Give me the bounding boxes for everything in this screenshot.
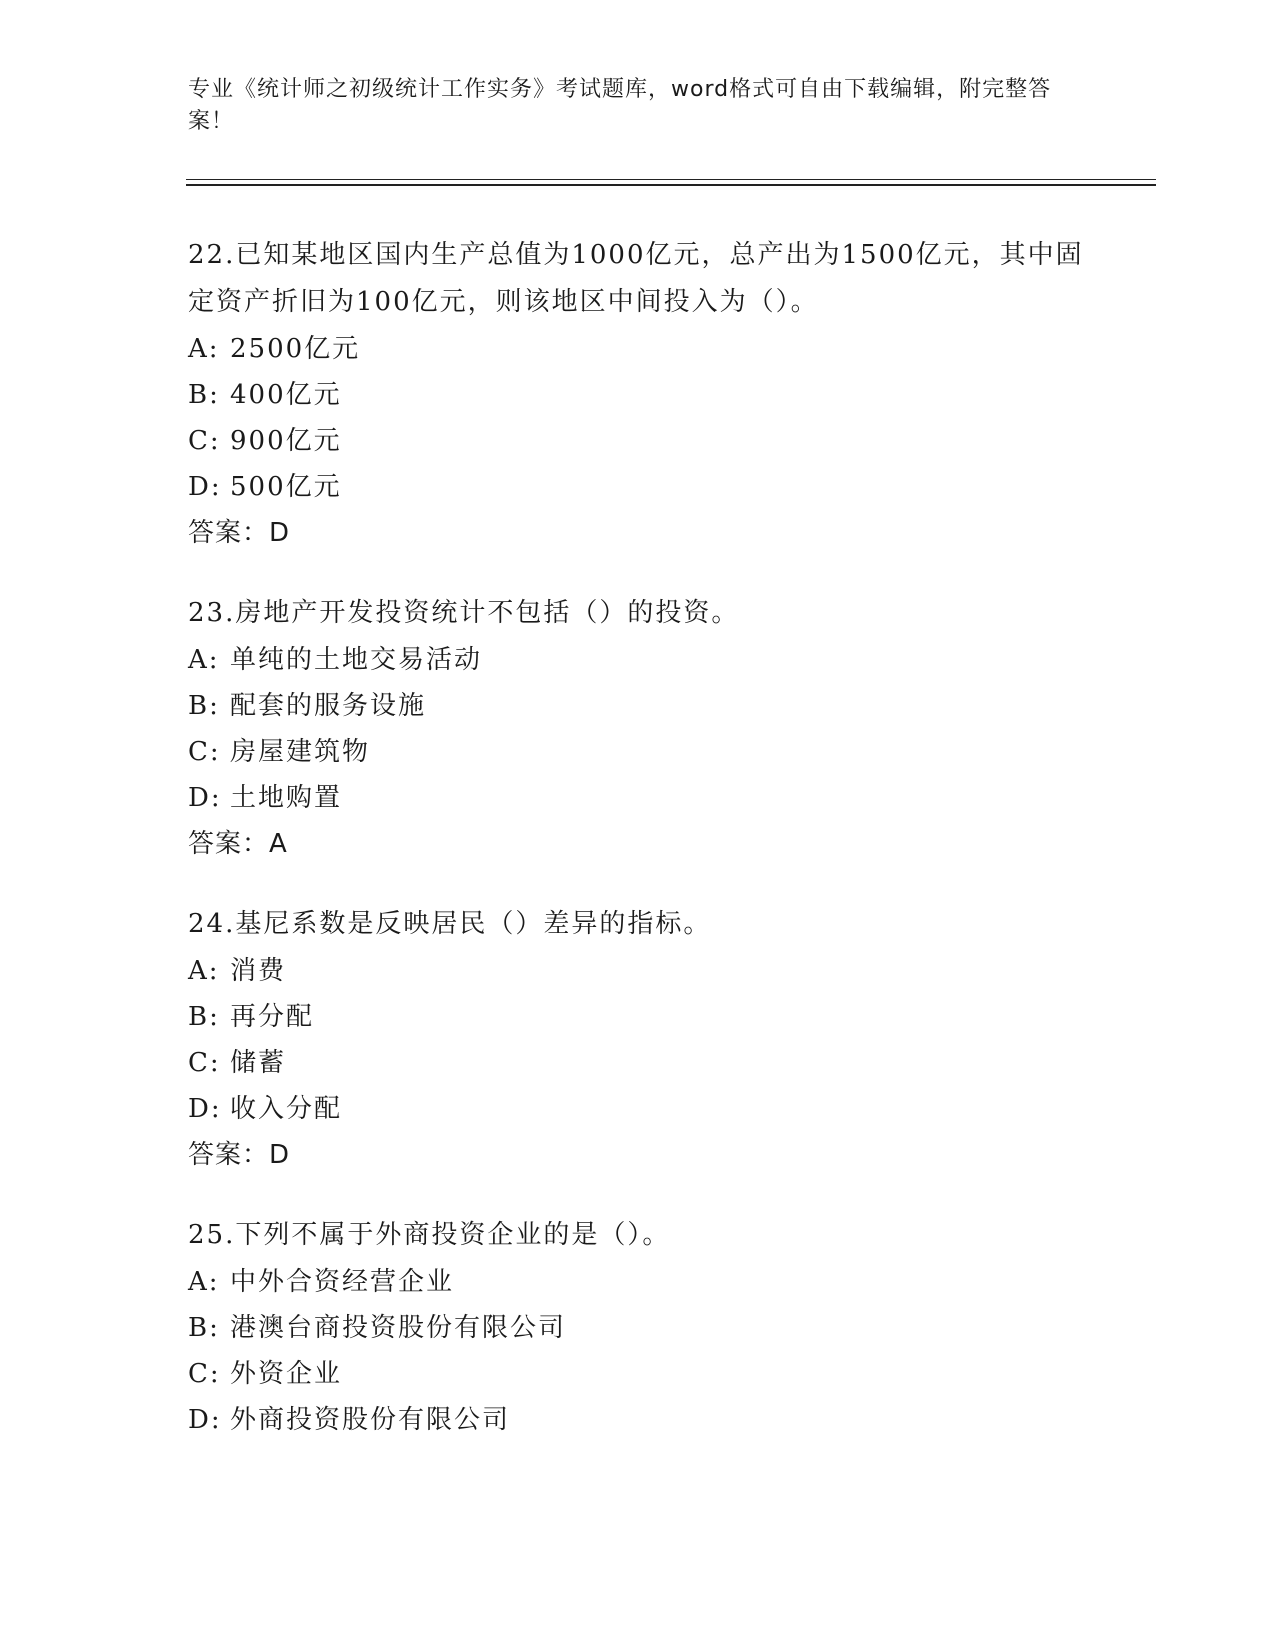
header-divider-thin (186, 179, 1156, 180)
option-key: C: (188, 737, 221, 767)
option-key: A: (188, 1267, 220, 1297)
option-text: 500亿元 (230, 472, 342, 502)
option-text: 外商投资股份有限公司 (230, 1405, 511, 1435)
option-text: 外资企业 (230, 1359, 343, 1389)
question-stem: 24.基尼系数是反映居民（）差异的指标。 (188, 909, 712, 939)
option-text: 消费 (230, 956, 287, 986)
question-stem: 25.下列不属于外商投资企业的是（）。 (188, 1220, 671, 1250)
option-text: 再分配 (230, 1002, 315, 1032)
option-text: 土地购置 (230, 783, 343, 813)
option-key: C: (188, 426, 221, 456)
option-a (188, 1259, 1088, 1305)
option-text: 配套的服务设施 (230, 691, 427, 721)
option-a (188, 326, 1088, 372)
option-key: B: (188, 691, 220, 721)
option-key: D: (188, 1405, 222, 1435)
answer-line: 答案：D (188, 518, 291, 548)
question-22 (188, 232, 1088, 556)
answer-line: 答案：A (188, 829, 288, 859)
option-text: 房屋建筑物 (230, 737, 371, 767)
option-b (188, 994, 1088, 1040)
option-key: D: (188, 472, 222, 502)
document-header: 专业《统计师之初级统计工作实务》考试题库，word格式可自由下载编辑，附完整答案！ (188, 77, 1052, 134)
option-key: B: (188, 380, 220, 410)
option-c (188, 729, 1088, 775)
header-divider-thick (186, 184, 1156, 186)
question-stem: 23.房地产开发投资统计不包括（）的投资。 (188, 598, 740, 628)
option-d (188, 775, 1088, 821)
question-25 (188, 1212, 1088, 1443)
option-text: 储蓄 (230, 1048, 287, 1078)
option-c (188, 1040, 1088, 1086)
option-key: D: (188, 783, 222, 813)
option-key: D: (188, 1094, 222, 1124)
option-key: C: (188, 1048, 221, 1078)
option-text: 港澳台商投资股份有限公司 (230, 1313, 567, 1343)
option-a (188, 637, 1088, 683)
option-key: A: (188, 956, 220, 986)
question-24 (188, 901, 1088, 1178)
option-b (188, 1305, 1088, 1351)
option-key: B: (188, 1313, 220, 1343)
option-text: 单纯的土地交易活动 (230, 645, 483, 675)
option-d (188, 464, 1088, 510)
option-key: A: (188, 334, 220, 364)
option-text: 900亿元 (230, 426, 342, 456)
option-c (188, 418, 1088, 464)
option-a (188, 948, 1088, 994)
option-b (188, 683, 1088, 729)
option-key: B: (188, 1002, 220, 1032)
option-key: C: (188, 1359, 221, 1389)
option-b (188, 372, 1088, 418)
option-text: 2500亿元 (230, 334, 361, 364)
question-list (188, 232, 1088, 1477)
option-d (188, 1397, 1088, 1443)
option-text: 中外合资经营企业 (230, 1267, 455, 1297)
question-23 (188, 590, 1088, 867)
option-d (188, 1086, 1088, 1132)
option-text: 收入分配 (230, 1094, 343, 1124)
option-c (188, 1351, 1088, 1397)
option-key: A: (188, 645, 220, 675)
answer-line: 答案：D (188, 1140, 291, 1170)
question-stem: 22.已知某地区国内生产总值为1000亿元，总产出为1500亿元，其中固定资产折旧为100亿元，则该地区中间投入为（）。 (188, 240, 1084, 317)
option-text: 400亿元 (230, 380, 342, 410)
